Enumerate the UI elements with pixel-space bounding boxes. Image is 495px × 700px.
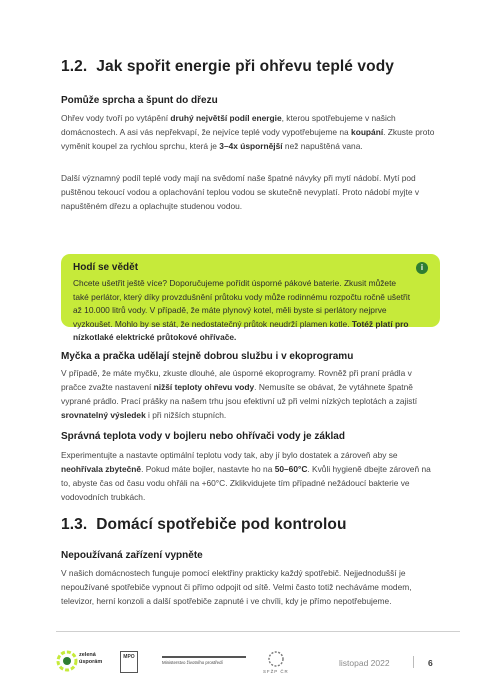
sfzp-logo — [265, 649, 287, 675]
mzp-logo-bar — [162, 656, 246, 658]
mzp-logo — [162, 656, 246, 672]
footer-divider — [56, 631, 460, 632]
text-run: Ohřev vody tvoří po vytápění — [61, 113, 171, 123]
sfzp-emblem-icon — [265, 649, 287, 669]
zelena-usporam-logo — [56, 648, 112, 676]
text-run: Experimentujte a nastavte optimální teplotu vody tak, aby jí bylo dostatek a zároveň aby se — [61, 450, 398, 460]
emphasis-text: druhý největší podíl energie — [170, 113, 282, 123]
tip-title: Hodí se vědět — [73, 262, 139, 273]
sfzp-logo-text: SFŽP ČR — [263, 669, 289, 674]
paragraph-dishwasher — [61, 366, 435, 422]
section-number: 1.2. — [61, 58, 88, 75]
leaf-icon — [56, 648, 78, 674]
zelena-usporam-logo-text: zelená úsporám — [79, 652, 103, 665]
text-run: . Kvůli hygieně dbejte zároveň na to, abyste čas od času vodu ohřáli na +60°C. Zklikvidujete tím případné nežádoucí bakterie ve vodovodních trubkách. — [61, 464, 431, 502]
paragraph-dishes: Další významný podíl teplé vody mají na svědomí naše špatné návyky při mytí nádobí. Mytí pod puštěnou tekoucí vodou a oplachování teplou vodou se skutečně nevyplatí. Proto nádobí myjte v napuštěném dřezu a oplachujte studenou vodou. — [61, 173, 420, 211]
section-heading-1-3 — [61, 516, 347, 534]
page-number: 6 — [428, 658, 433, 668]
section-number: 1.3. — [61, 516, 88, 533]
paragraph-boiler — [61, 448, 435, 504]
tip-text — [73, 277, 413, 345]
footer-separator — [413, 656, 414, 668]
text-run: V případě, že máte myčku, zkuste dlouhé, ale úsporné ekoprogramy. Rovněž při praní prádla v pračce zvažte nastavení — [61, 368, 412, 392]
mzp-logo-text: Ministerstvo životního prostředí — [162, 660, 223, 665]
paragraph-appliances: V našich domácnostech funguje pomocí elektřiny prakticky každý spotřebič. Nejjednodušší je nepoužívané spotřebiče vypnout či přímo odpojit od sítě. Velmi často totiž necháváme modem, televizor, herní konzoli a další spotřebiče zapnuté i ve chvíli, kdy je přímo nepotřebujeme. — [61, 568, 412, 606]
section-heading-1-2 — [61, 58, 394, 76]
info-icon: i — [416, 262, 428, 274]
text-run: , kterou spotřebujeme v našich domácnostech. A asi vás nepřekvapí, že nejvíce teplé vody vypotřebujeme na — [61, 113, 396, 137]
emphasis-text: Totéž platí pro nízkotlaké elektrické průtokové ohřívače. — [73, 318, 409, 342]
subheading-boiler: Správná teplota vody v bojleru nebo ohřívači vody je základ — [61, 431, 345, 442]
footer-date: listopad 2022 — [339, 658, 390, 668]
mpo-logo-text: MPO — [120, 651, 138, 673]
section-title: Domácí spotřebiče pod kontrolou — [96, 516, 347, 533]
text-run: než napuštěná vana. — [282, 141, 363, 151]
text-run: . Pokud máte bojler, nastavte ho na — [141, 464, 275, 474]
subheading-dishwasher: Myčka a pračka udělají stejně dobrou službu i v ekoprogramu — [61, 351, 354, 362]
text-run: Chcete ušetřit ještě více? Doporučujeme pořídit úsporné pákové baterie. Zkusit můžete také perlátor, který díky provzdušnění průtoku vody může rodinnému rozpočtu ročně ušetřit až 10.000 litrů vody. V případě, že máte plynový kotel, měli byste si perlátory nejprve vyzkoušet. Mohlo by se stát, že nedostatečný průtok neudrží plamen kotle. — [73, 278, 411, 329]
subheading-shower: Pomůže sprcha a špunt do dřezu — [61, 95, 218, 106]
subheading-appliances: Nepoužívaná zařízení vypněte — [61, 550, 203, 561]
emphasis-text: nižší teploty ohřevu vody — [153, 382, 255, 392]
emphasis-text: srovnatelný výsledek — [61, 410, 146, 420]
emphasis-text: 3–4x úspornější — [219, 141, 283, 151]
footer — [56, 648, 460, 678]
text-run: . Nemusíte se obávat, že vytáhnete špatně vyprané prádlo. Prací prášky na našem trhu jsou efektivní už při velmi nízkých teplotách a zajistí — [61, 382, 418, 406]
tip-box — [61, 254, 440, 342]
emphasis-text: neohřívala zbytečně — [61, 464, 142, 474]
section-title: Jak spořit energie při ohřevu teplé vody — [96, 58, 394, 75]
emphasis-text: 50–60°C — [274, 464, 308, 474]
paragraph-water-heating — [61, 111, 435, 153]
text-run: i při nižších stupních. — [145, 410, 227, 420]
text-run: . Zkuste proto vyměnit koupel za rychlou sprchu, která je — [61, 127, 435, 151]
mpo-logo — [120, 651, 138, 673]
emphasis-text: koupání — [351, 127, 384, 137]
